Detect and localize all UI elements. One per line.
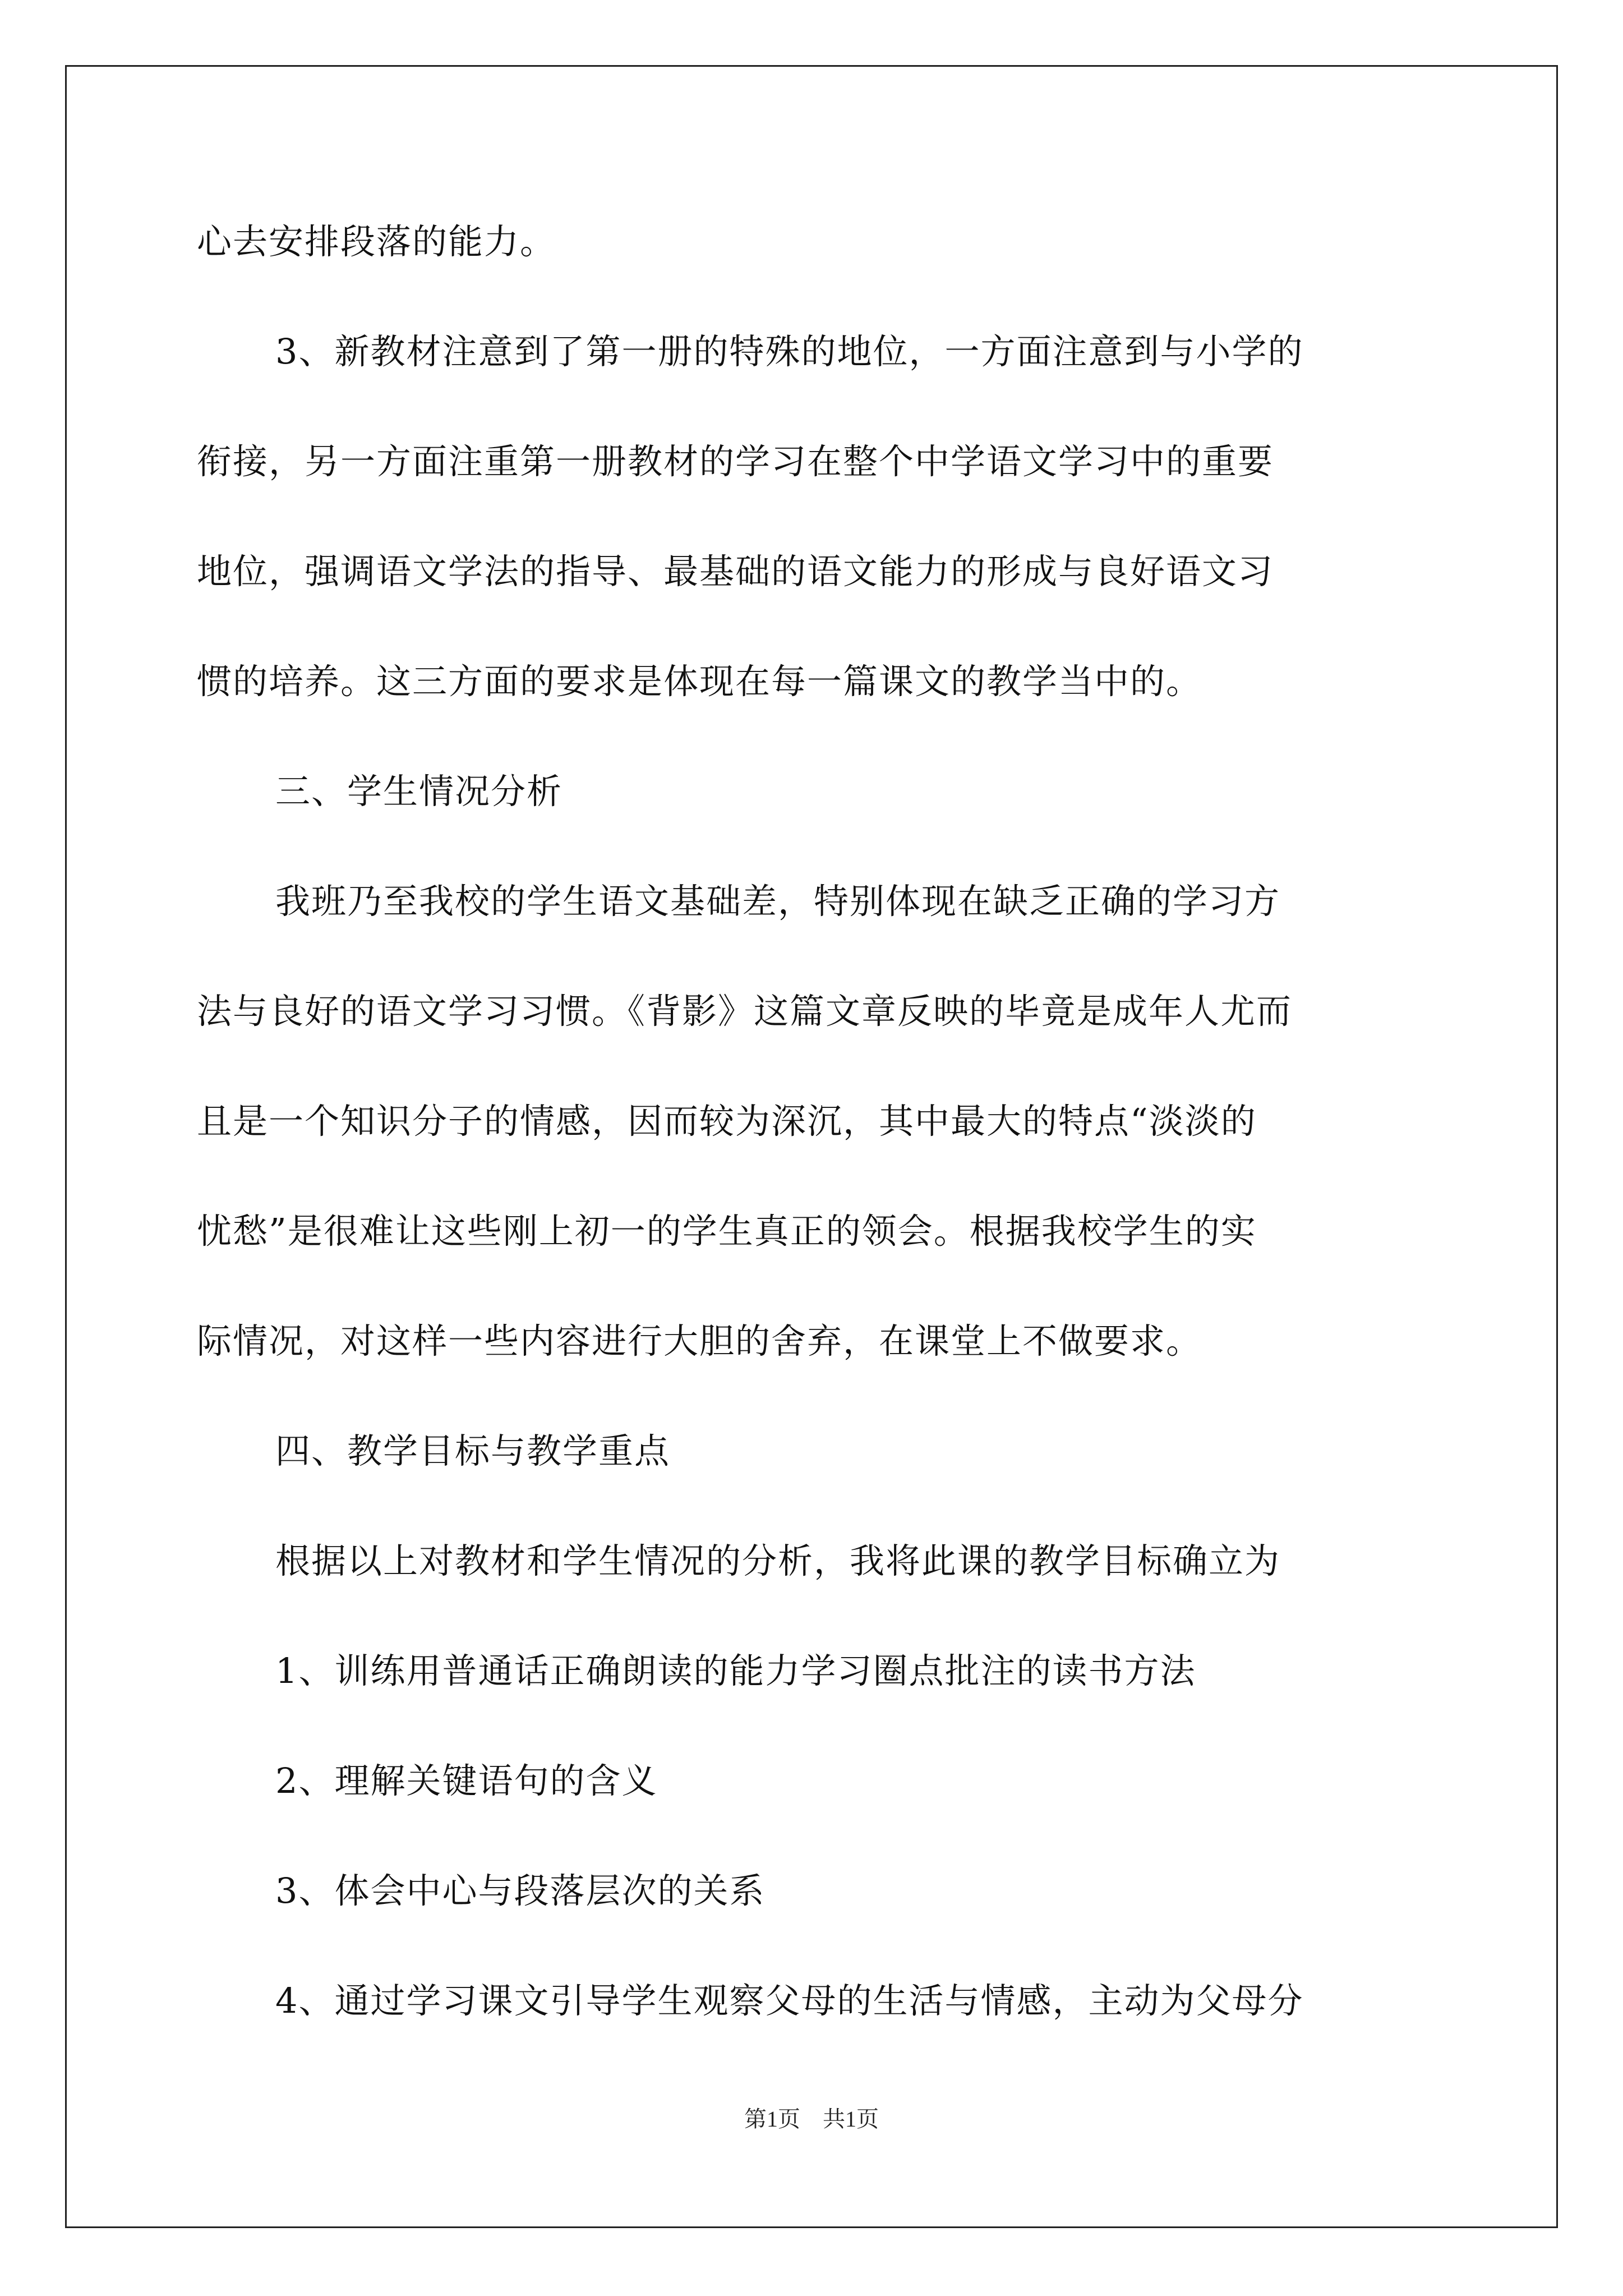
text-line-1: 心去安排段落的能力。 (197, 221, 556, 262)
section-heading-teaching-goals: 四、教学目标与教学重点 (275, 1430, 671, 1471)
page-footer (0, 2104, 1623, 2135)
goal-item-2: 2、理解关键语句的含义 (275, 1760, 658, 1801)
text-line-3: 衔接，另一方面注重第一册教材的学习在整个中学语文学习中的重要 (197, 441, 1274, 482)
text-line-4: 地位，强调语文学法的指导、最基础的语文能力的形成与良好语文习 (197, 551, 1274, 592)
section-heading-student-analysis: 三、学生情况分析 (275, 771, 563, 812)
text-line-8: 法与良好的语文学习习惯。《背影》这篇文章反映的毕竟是成年人尤而 (197, 991, 1293, 1032)
goal-item-1: 1、训练用普通话正确朗读的能力学习圈点批注的读书方法 (275, 1650, 1196, 1691)
page-number-current: 第1页 (744, 2106, 800, 2132)
goal-item-4: 4、通过学习课文引导学生观察父母的生活与情感，主动为父母分 (275, 1980, 1304, 2021)
text-line-7: 我班乃至我校的学生语文基础差，特别体现在缺乏正确的学习方 (275, 881, 1281, 922)
goal-item-3: 3、体会中心与段落层次的关系 (275, 1870, 766, 1911)
text-line-2: 3、新教材注意到了第一册的特殊的地位，一方面注意到与小学的 (275, 331, 1304, 372)
text-line-9: 且是一个知识分子的情感，因而较为深沉，其中最大的特点“淡淡的 (197, 1101, 1257, 1142)
document-body (197, 203, 1425, 2072)
text-line-5: 惯的培养。这三方面的要求是体现在每一篇课文的教学当中的。 (197, 661, 1202, 702)
text-line-11: 际情况，对这样一些内容进行大胆的舍弃，在课堂上不做要求。 (197, 1320, 1202, 1361)
page-number-total: 共1页 (823, 2106, 879, 2132)
text-line-13: 根据以上对教材和学生情况的分析，我将此课的教学目标确立为 (275, 1540, 1281, 1581)
text-line-10: 忧愁”是很难让这些刚上初一的学生真正的领会。根据我校学生的实 (197, 1211, 1257, 1251)
